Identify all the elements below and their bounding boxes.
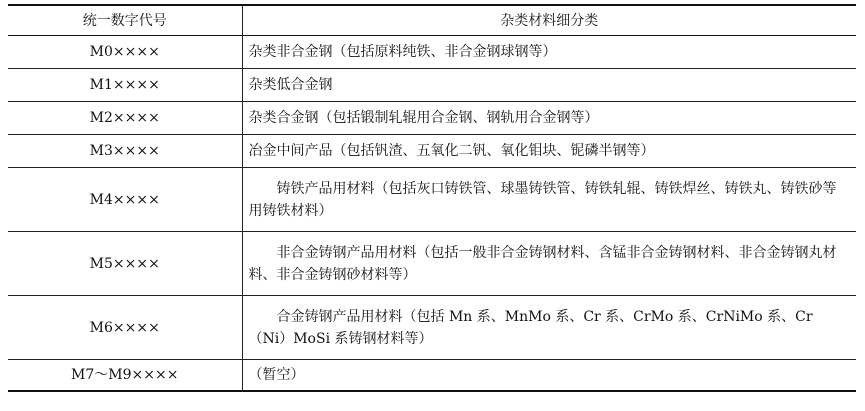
table-row	[8, 296, 856, 360]
description-cell: 冶金中间产品（包括钒渣、五氧化二钒、氧化钼块、铌磷半钢等）	[242, 135, 856, 168]
description-cell: 铸铁产品用材料（包括灰口铸铁管、球墨铸铁管、铸铁轧辊、铸铁焊丝、铸铁丸、铸铁砂等用铸铁材料）	[242, 168, 856, 232]
classification-table	[8, 4, 856, 392]
code-cell: M1××××	[8, 69, 242, 102]
code-cell: M2××××	[8, 102, 242, 135]
table-row	[8, 36, 856, 69]
description-cell: 杂类非合金钢（包括原料纯铁、非合金钢球钢等）	[242, 36, 856, 69]
table-row	[8, 360, 856, 391]
table-row	[8, 102, 856, 135]
table-header-row	[8, 5, 856, 36]
description-cell: 合金铸钢产品用材料（包括 Mn 系、MnMo 系、Cr 系、CrMo 系、CrNiMo 系、Cr（Ni）MoSi 系铸钢材料等）	[242, 296, 856, 360]
code-cell: M7～M9××××	[8, 360, 242, 391]
table-row	[8, 232, 856, 296]
code-cell: M0××××	[8, 36, 242, 69]
description-cell: 杂类低合金钢	[242, 69, 856, 102]
table-row	[8, 69, 856, 102]
code-cell: M4××××	[8, 168, 242, 232]
code-cell: M5××××	[8, 232, 242, 296]
code-cell: M3××××	[8, 135, 242, 168]
header-code: 统一数字代号	[8, 5, 242, 36]
description-cell: （暂空）	[242, 360, 856, 391]
header-category: 杂类材料细分类	[242, 5, 856, 36]
code-cell: M6××××	[8, 296, 242, 360]
table-row	[8, 168, 856, 232]
table-row	[8, 135, 856, 168]
description-cell: 非合金铸钢产品用材料（包括一般非合金铸钢材料、含锰非合金铸钢材料、非合金铸钢丸材料、非合金铸钢砂材料等）	[242, 232, 856, 296]
description-cell: 杂类合金钢（包括锻制轧辊用合金钢、钢轨用合金钢等）	[242, 102, 856, 135]
